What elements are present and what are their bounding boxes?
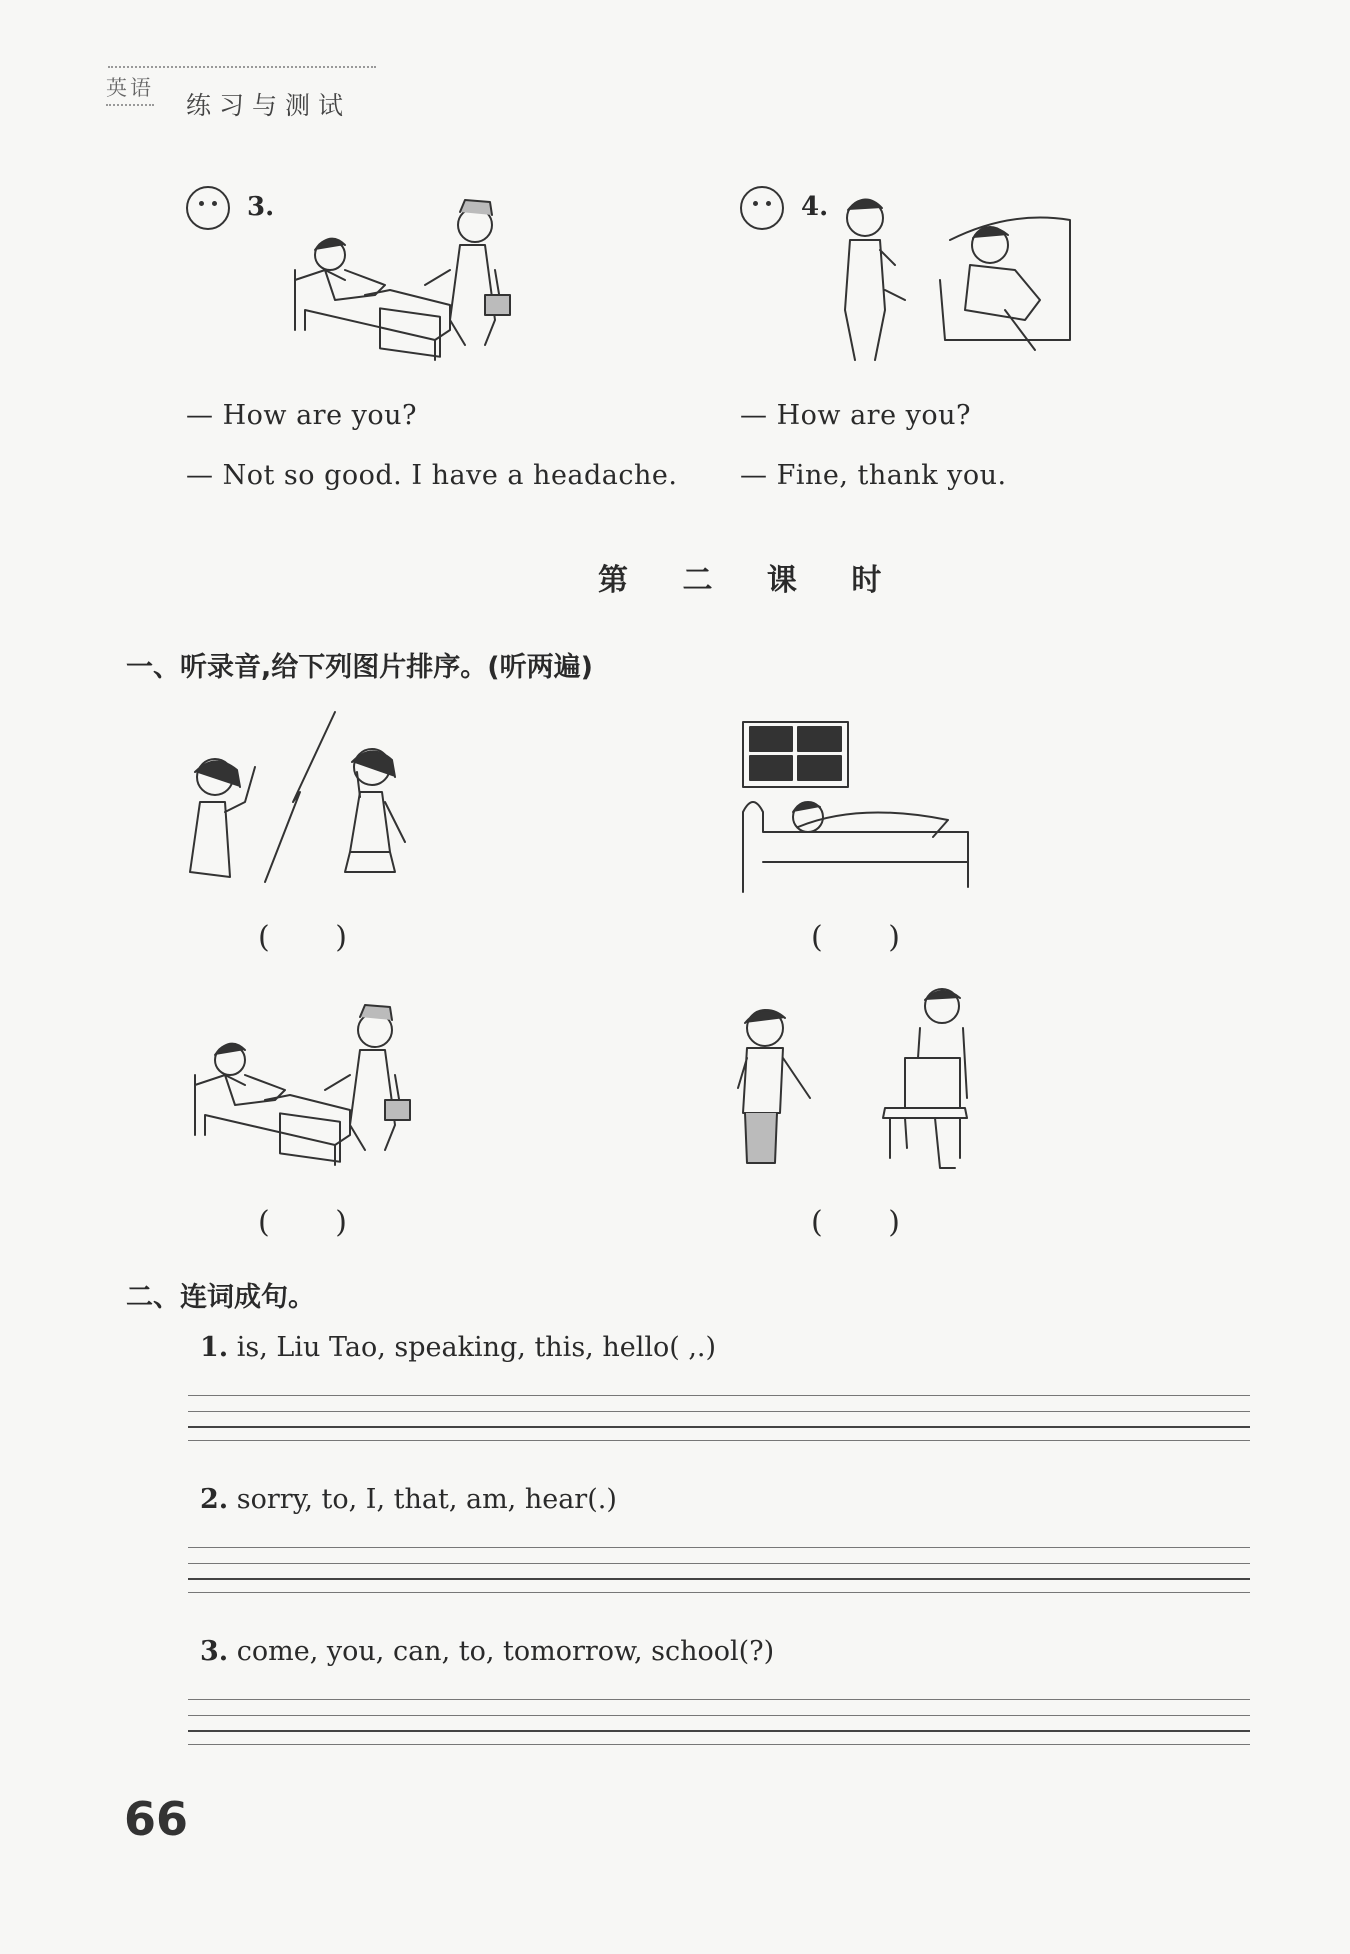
sentence-item (200, 1484, 617, 1515)
boy-greeting-illustration (830, 190, 1080, 370)
order-answer-box[interactable]: ( ) (811, 920, 928, 955)
lesson-title: 第 二 课 时 (598, 563, 904, 598)
answer-writing-lines[interactable] (188, 1547, 1250, 1593)
section-1-title: 一、听录音,给下列图片排序。(听两遍) (126, 652, 593, 683)
boys-with-chair-illustration (735, 988, 975, 1178)
order-answer-box[interactable]: ( ) (258, 1205, 375, 1240)
smiley-answer-icon[interactable] (186, 186, 230, 230)
header-dotted-rule (108, 66, 376, 68)
answer-writing-lines[interactable] (188, 1699, 1250, 1745)
item-words: sorry, to, I, that, am, hear(.) (228, 1484, 617, 1515)
sentence-item (200, 1332, 716, 1363)
answer-writing-lines[interactable] (188, 1395, 1250, 1441)
header-series-title: 练习与测试 (186, 91, 352, 120)
item-words: come, you, can, to, tomorrow, school(?) (228, 1636, 775, 1667)
order-answer-box[interactable]: ( ) (258, 920, 375, 955)
item-number: 2. (200, 1484, 229, 1515)
smiley-answer-icon[interactable] (740, 186, 784, 230)
page-number: 66 (124, 1792, 189, 1846)
dialog-number: 3. (247, 192, 275, 222)
section-2-title: 二、连词成句。 (126, 1282, 315, 1313)
boy-sleeping-at-night-illustration (738, 722, 973, 892)
dialog-question: — How are you? (186, 400, 418, 431)
dialog-answer: — Fine, thank you. (740, 460, 1007, 491)
dialog-question: — How are you? (740, 400, 972, 431)
sentence-item (200, 1636, 774, 1667)
order-answer-box[interactable]: ( ) (811, 1205, 928, 1240)
doctor-sick-boy-illustration (285, 190, 525, 370)
girls-on-phone-illustration (185, 712, 425, 892)
item-words: is, Liu Tao, speaking, this, hello( ,.) (228, 1332, 717, 1363)
header-subject: 英语 (106, 72, 154, 106)
item-number: 1. (200, 1332, 229, 1363)
dialog-answer: — Not so good. I have a headache. (186, 460, 678, 491)
dialog-number: 4. (801, 192, 829, 222)
doctor-sick-boy-illustration (185, 995, 425, 1175)
item-number: 3. (200, 1636, 229, 1667)
